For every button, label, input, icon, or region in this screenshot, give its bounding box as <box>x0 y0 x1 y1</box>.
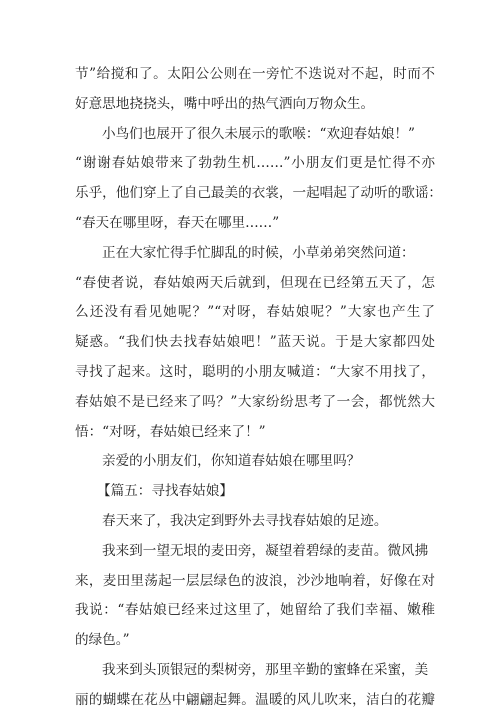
text-line: 悟：“对呀，春姑娘已经来了！” <box>75 423 266 440</box>
paragraph-start-line: 亲爱的小朋友们，你知道春姑娘在哪里吗？ <box>102 453 361 470</box>
paragraph-start-line: 正在大家忙得手忙脚乱的时候，小草弟弟突然问道： <box>102 244 415 261</box>
document-text-body <box>75 60 443 716</box>
text-line: 好意思地挠挠头，嘴中呼出的热气洒向万物众生。 <box>75 95 375 112</box>
paragraph-start-line: 我来到头顶银冠的梨树旁，那里辛勤的蜜蜂在采蜜，美 <box>102 661 429 678</box>
text-line: 节”给搅和了。太阳公公则在一旁忙不迭说对不起，时而不 <box>75 66 435 82</box>
text-line: 丽的蝴蝶在花丛中翩翩起舞。温暖的风儿吹来，洁白的花瓣 <box>75 691 435 708</box>
text-line: 乐乎，他们穿上了自己最美的衣裳，一起唱起了动听的歌谣： <box>75 185 443 202</box>
paragraph-start-line: 我来到一望无垠的麦田旁，凝望着碧绿的麦苗。微风拂 <box>102 542 429 559</box>
text-line: “春使者说，春姑娘两天后就到，但现在已经第五天了，怎 <box>75 274 435 291</box>
text-line: 疑惑。“我们快去找春姑娘吧！”蓝天说。于是大家都四处 <box>75 334 435 351</box>
text-line: “春天在哪里呀，春天在哪里……” <box>75 214 280 231</box>
paragraph-start-line: 小鸟们也展开了很久未展示的歌喉：“欢迎春姑娘！” <box>102 125 415 142</box>
text-line: “谢谢春姑娘带来了勃勃生机……”小朋友们更是忙得不亦 <box>75 155 435 172</box>
paragraph-start-line: 春天来了，我决定到野外去寻找春姑娘的足迹。 <box>102 512 388 529</box>
text-line: 的绿色。” <box>75 632 130 649</box>
text-line: 寻找了起来。这时，聪明的小朋友喊道：“大家不用找了， <box>75 363 435 380</box>
section-heading: 【篇五：寻找春姑娘】 <box>97 483 233 500</box>
text-line: 我说：“春姑娘已经来过这里了，她留给了我们幸福、嫩稚 <box>75 602 435 619</box>
text-line: 么还没有看见她呢？”“对呀，春姑娘呢？”大家也产生了 <box>75 304 435 321</box>
text-line: 来，麦田里荡起一层层绿色的波浪，沙沙地响着，好像在对 <box>75 572 435 589</box>
text-line: 春姑娘不是已经来了吗？”大家纷纷思考了一会，都恍然大 <box>75 393 435 410</box>
